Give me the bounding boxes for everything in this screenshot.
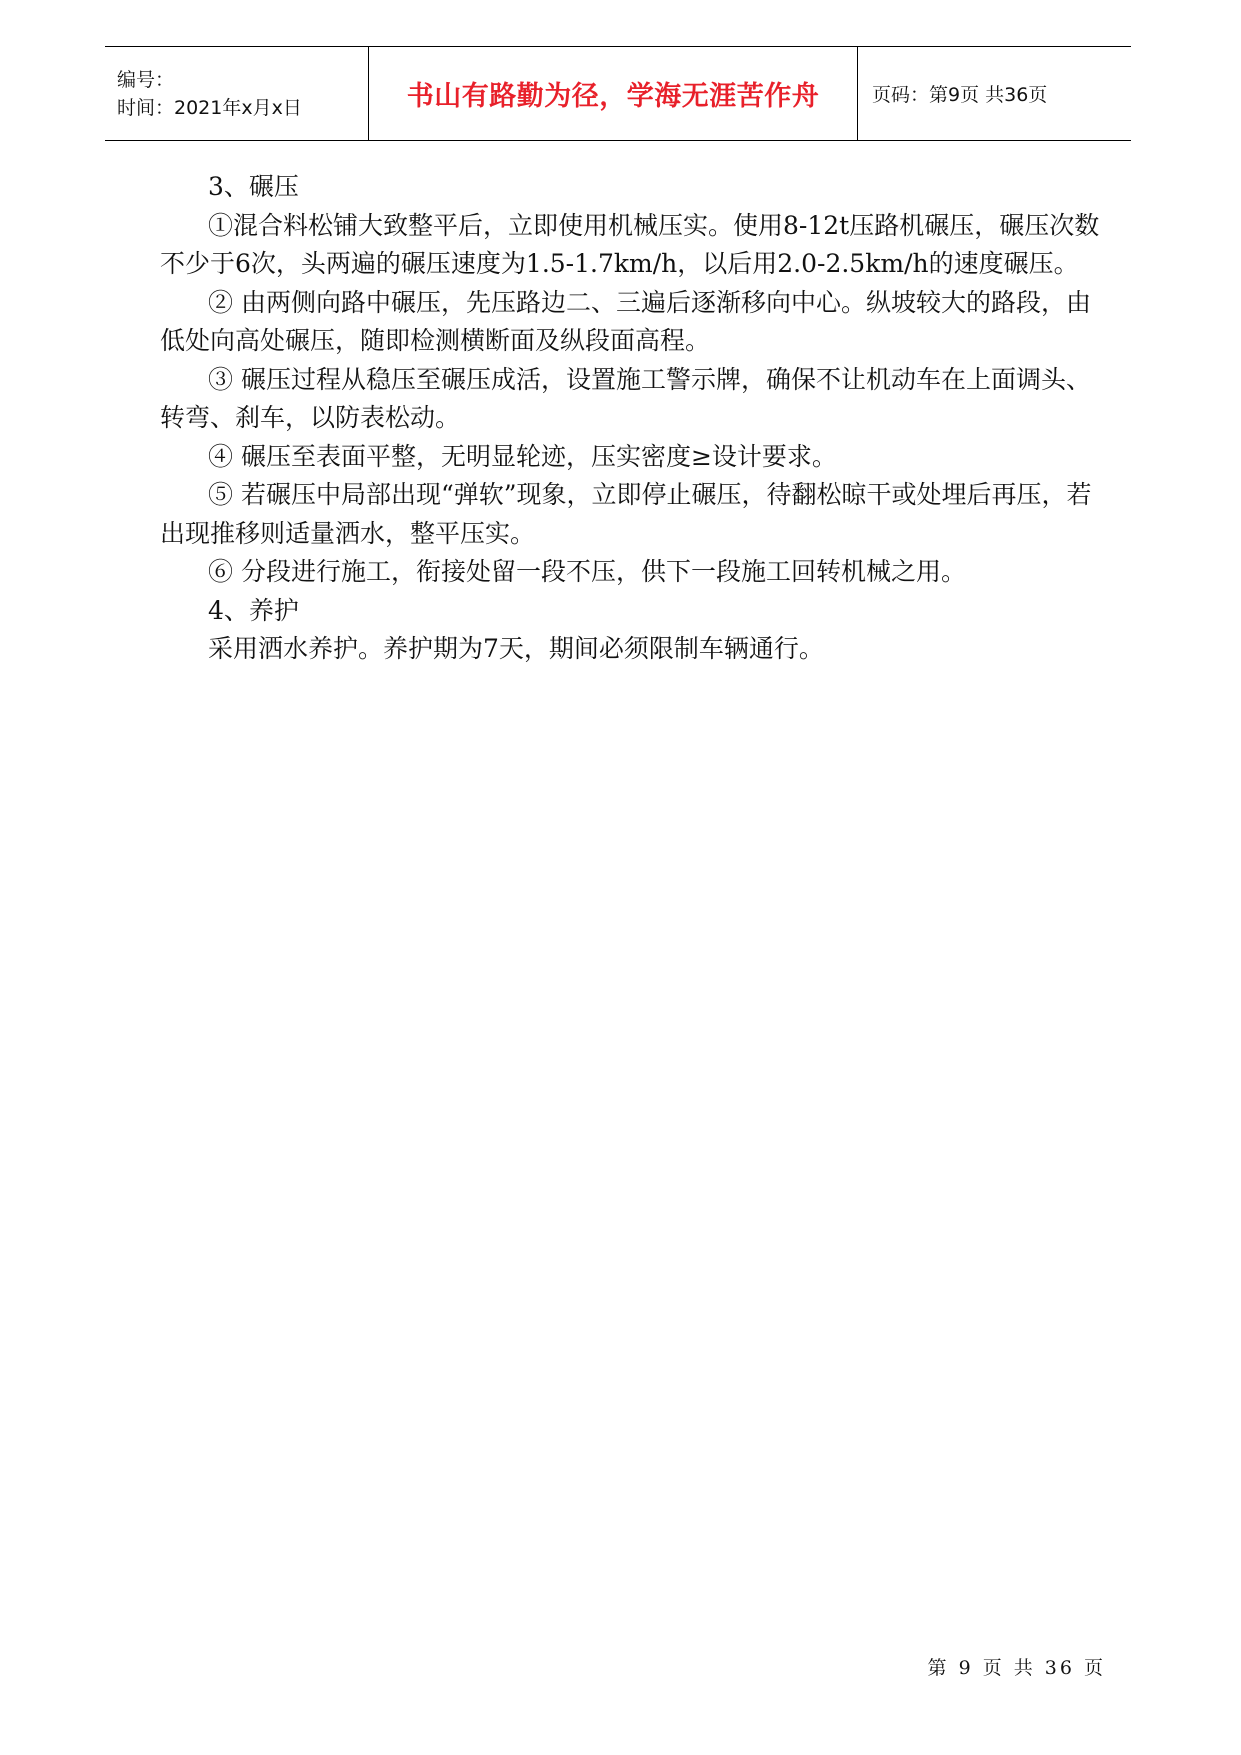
section-heading-rolling: 3、碾压 — [208, 172, 299, 201]
document-time: 时间：2021年x月x日 — [117, 96, 302, 119]
document-header — [105, 46, 1131, 141]
page-footer: 第 9 页 共 36 页 — [927, 1657, 1106, 1679]
document-number-label: 编号： — [117, 68, 175, 91]
header-motto: 书山有路勤为径，学海无涯苦作舟 — [369, 47, 858, 140]
paragraph-rolling-1: ①混合料松铺大致整平后，立即使用机械压实。使用8-12t压路机碾压，碾压次数不少于6次，头两遍的碾压速度为1.5-1.7km/h，以后用2.0-2.5km/h的速度碾压。 — [160, 210, 1100, 278]
paragraph-rolling-4: ④ 碾压至表面平整，无明显轮迹，压实密度≥设计要求。 — [208, 441, 837, 471]
paragraph-rolling-5: ⑤ 若碾压中局部出现“弹软”现象，立即停止碾压，待翻松晾干或处埋后再压，若出现推移则适量洒水，整平压实。 — [160, 480, 1092, 548]
paragraph-rolling-2: ② 由两侧向路中碾压，先压路边二、三遍后逐渐移向中心。纵坡较大的路段，由低处向高处碾压，随即检测横断面及纵段面高程。 — [160, 287, 1091, 355]
header-page-info: 页码：第9页 共36页 — [872, 84, 1048, 106]
paragraph-curing: 采用洒水养护。养护期为7天，期间必须限制车辆通行。 — [208, 634, 824, 663]
document-body — [160, 168, 1110, 669]
paragraph-rolling-3: ③ 碾压过程从稳压至碾压成活，设置施工警示牌，确保不让机动车在上面调头、转弯、刹车，以防表松动。 — [160, 364, 1091, 432]
header-meta — [105, 47, 369, 140]
paragraph-rolling-6: ⑥ 分段进行施工，衔接处留一段不压，供下一段施工回转机械之用。 — [208, 557, 966, 586]
section-heading-curing: 4、养护 — [208, 595, 299, 625]
